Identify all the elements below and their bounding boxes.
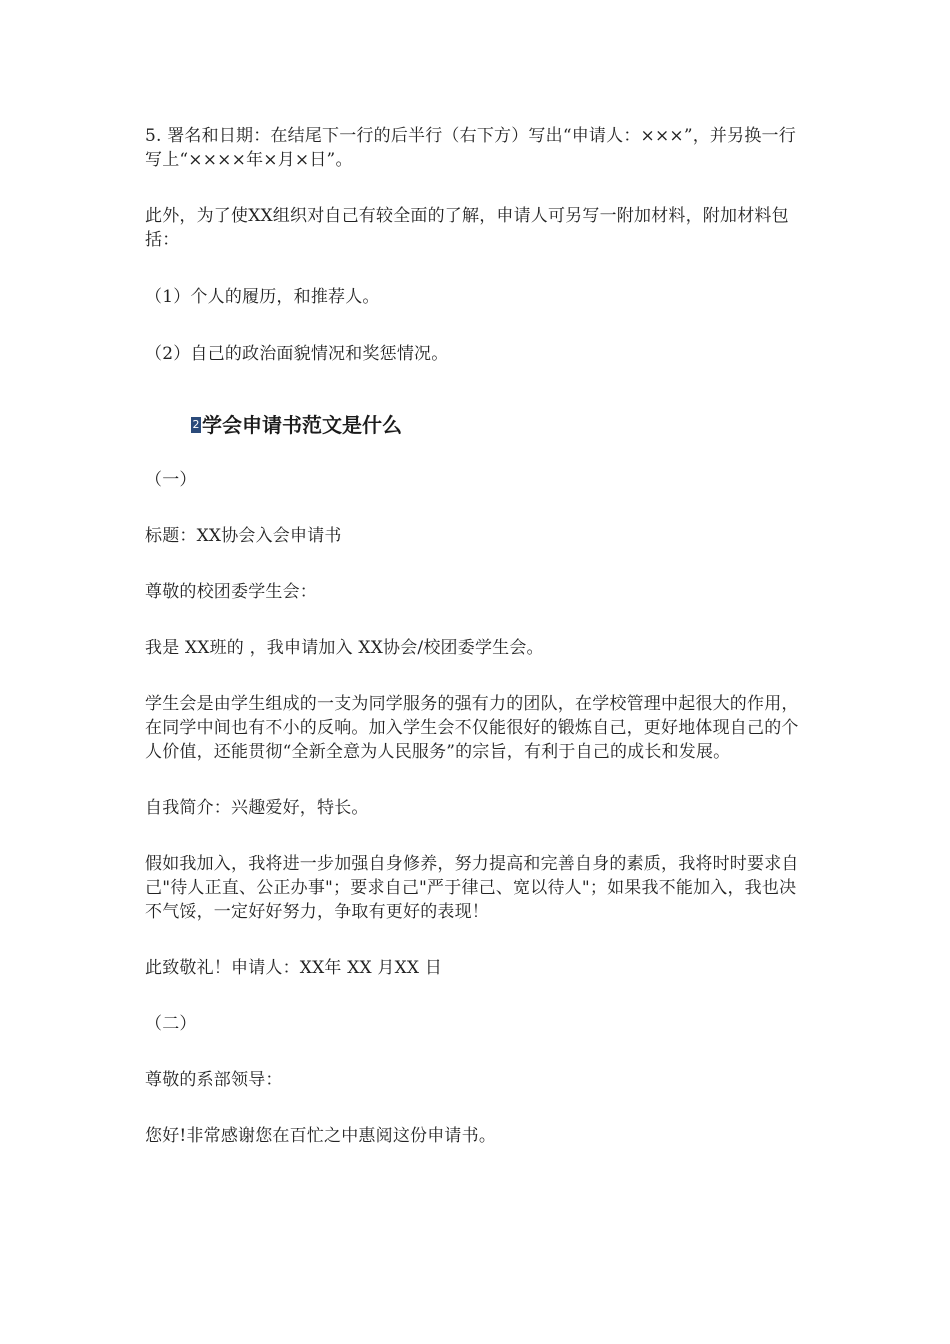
paragraph-signature-date: 5. 署名和日期：在结尾下一行的后半行（右下方）写出“申请人：×××”，并另换一行写上“××××年×月×日”。 bbox=[145, 126, 796, 170]
sample-two-label: （二） bbox=[145, 1014, 197, 1034]
sample-one-body: 学生会是由学生组成的一支为同学服务的强有力的团队，在学校管理中起很大的作用，在同学中间也有不小的反响。加入学生会不仅能很好的锻炼自己，更好地体现自己的个人价值，还能贯彻“全新全意为人民服务”的宗旨，有利于自己的成长和发展。 bbox=[145, 694, 799, 762]
sample-one-self-intro: 自我简介：兴趣爱好，特长。 bbox=[145, 798, 369, 818]
sample-two-salutation: 尊敬的系部领导： bbox=[145, 1070, 283, 1090]
list-item-political-status: （2）自己的政治面貌情况和奖惩情况。 bbox=[145, 344, 449, 364]
document-page bbox=[145, 124, 809, 1180]
sample-one-title: 标题：XX协会入会申请书 bbox=[145, 526, 342, 546]
section-number-badge: 2 bbox=[192, 418, 200, 431]
paragraph-additional-materials: 此外，为了使XX组织对自己有较全面的了解，申请人可另写一附加材料，附加材料包括： bbox=[145, 206, 789, 250]
sample-two-greeting: 您好!非常感谢您在百忙之中惠阅这份申请书。 bbox=[145, 1126, 497, 1146]
section-heading bbox=[191, 412, 809, 438]
sample-one-intro: 我是 XX班的 ，我申请加入 XX协会/校团委学生会。 bbox=[145, 638, 544, 658]
sample-one-salutation: 尊敬的校团委学生会： bbox=[145, 582, 317, 602]
sample-one-closing: 此致敬礼！申请人：XX年 XX 月XX 日 bbox=[145, 958, 443, 978]
sample-one-pledge: 假如我加入，我将进一步加强自身修养，努力提高和完善自身的素质，我将时时要求自己"待人正直、公正办事"；要求自己"严于律己、宽以待人"；如果我不能加入，我也决不气馁，一定好好努力，争取有更好的表现！ bbox=[145, 854, 799, 922]
sample-one-label: （一） bbox=[145, 470, 197, 490]
section-heading-text: 学会申请书范文是什么 bbox=[202, 413, 402, 437]
list-item-resume: （1）个人的履历，和推荐人。 bbox=[145, 287, 380, 307]
